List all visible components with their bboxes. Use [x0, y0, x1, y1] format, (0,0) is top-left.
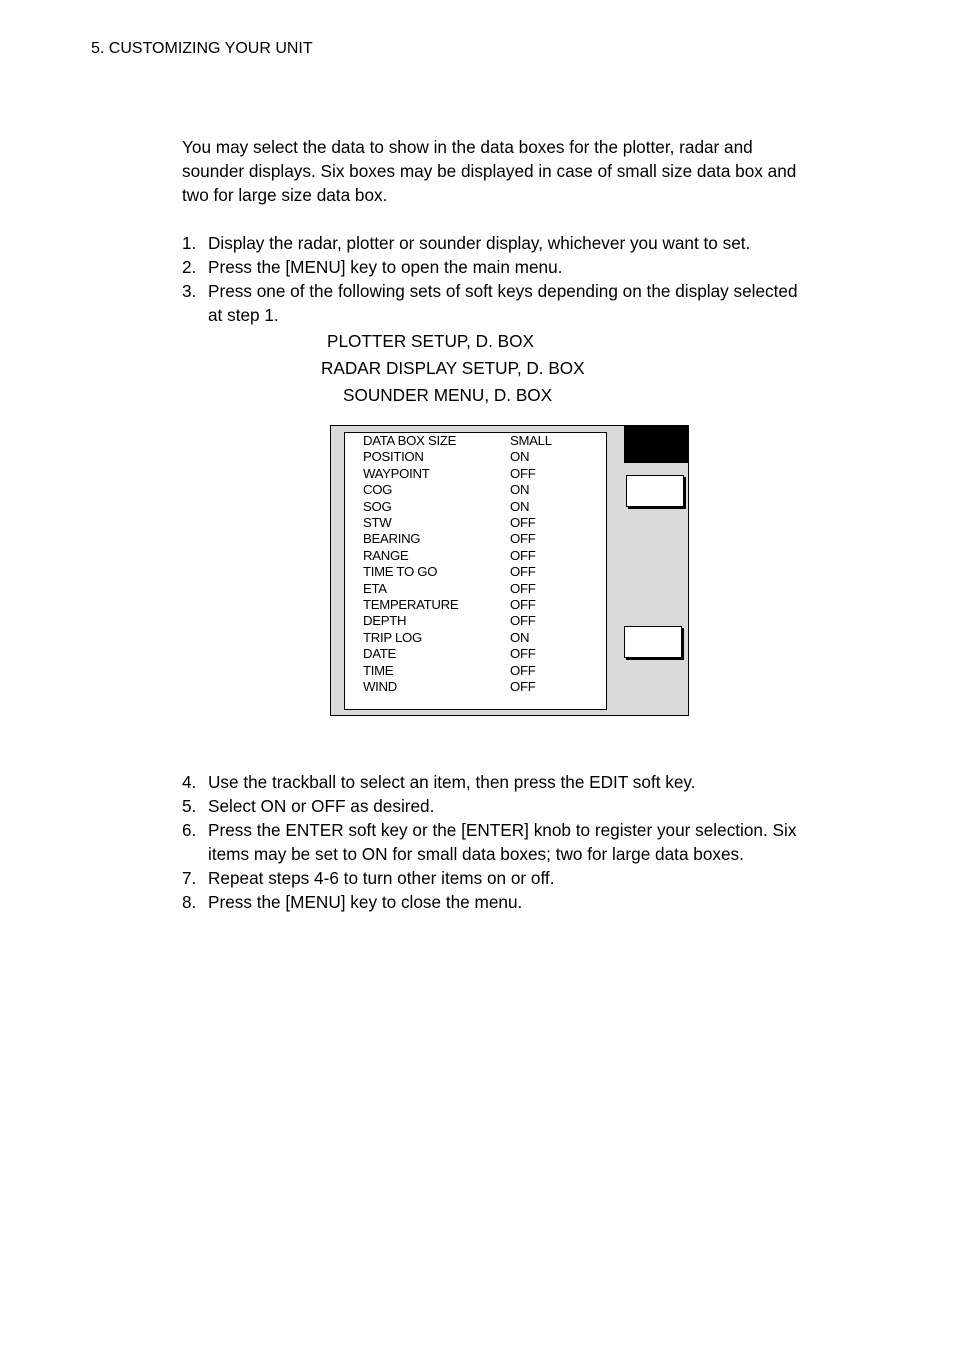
step-text: Press one of the following sets of soft keys depending on the display selected [208, 281, 798, 301]
menu-item-label: WIND [363, 679, 397, 694]
step-text-continued: at step 1. [208, 305, 279, 325]
menu-item-value: OFF [510, 531, 536, 547]
edit-softkey[interactable] [626, 475, 684, 507]
step-text: Select ON or OFF as desired. [208, 796, 435, 816]
enter-softkey[interactable] [624, 626, 682, 658]
softkey-sequence-sounder: SOUNDER MENU, D. BOX [343, 385, 553, 405]
step-2 [182, 255, 852, 279]
menu-item-value: OFF [510, 580, 536, 596]
menu-item-value: OFF [510, 613, 536, 629]
menu-item-label: BEARING [363, 531, 421, 547]
menu-item-value: OFF [510, 662, 536, 678]
step-5 [182, 794, 852, 818]
step-3 [182, 279, 852, 327]
step-text: Press the [MENU] key to close the menu. [208, 892, 523, 912]
intro-line: You may select the data to show in the data boxes for the plotter, radar and [182, 137, 753, 157]
data-box-menu-screen [330, 425, 689, 716]
step-text-continued: items may be set to ON for small data boxes; two for large data boxes. [208, 844, 744, 864]
intro-line: two for large size data box. [182, 185, 388, 205]
step-6 [182, 818, 852, 866]
menu-item-value: ON [510, 498, 530, 514]
steps-list-a [182, 231, 852, 327]
menu-item-value: OFF [510, 679, 536, 694]
menu-item-value: OFF [510, 465, 536, 481]
menu-item-value: OFF [510, 515, 536, 530]
menu-item-label: SOG [363, 498, 392, 514]
softkey-title-area [624, 426, 689, 463]
menu-item-label: DEPTH [363, 613, 407, 629]
step-number: 6. [182, 820, 197, 840]
step-number: 4. [182, 772, 197, 792]
menu-item-label: TEMPERATURE [363, 597, 459, 612]
steps-list-b [182, 770, 852, 914]
step-number: 2. [182, 257, 197, 277]
step-text: Press the [MENU] key to open the main menu. [208, 257, 563, 277]
step-4 [182, 770, 852, 794]
menu-item-value: OFF [510, 597, 536, 612]
menu-item-label: RANGE [363, 547, 409, 563]
menu-item-value: SMALL [510, 433, 552, 448]
softkey-sequence-radar: RADAR DISPLAY SETUP, D. BOX [321, 358, 585, 378]
menu-item-value: OFF [510, 547, 536, 563]
menu-item-label: DATE [363, 646, 396, 662]
step-number: 7. [182, 868, 197, 888]
menu-item-value: ON [510, 482, 530, 498]
intro-paragraph [182, 135, 852, 207]
menu-item-value: OFF [510, 646, 536, 662]
step-1 [182, 231, 852, 255]
softkey-sequence-plotter: PLOTTER SETUP, D. BOX [327, 331, 534, 351]
running-header: 5. CUSTOMIZING YOUR UNIT [91, 40, 313, 57]
menu-item-label: TIME TO GO [363, 564, 438, 580]
step-8 [182, 890, 852, 914]
menu-item-label: DATA BOX SIZE [363, 433, 457, 448]
menu-item-label: WAYPOINT [363, 465, 430, 481]
menu-item-label: STW [363, 515, 392, 530]
step-text: Use the trackball to select an item, then press the EDIT soft key. [208, 772, 696, 792]
menu-item-label: TIME [363, 662, 394, 678]
step-number: 3. [182, 281, 197, 301]
step-7 [182, 866, 852, 890]
menu-item-label: POSITION [363, 449, 424, 465]
step-number: 5. [182, 796, 197, 816]
menu-item-label: ETA [363, 580, 387, 596]
step-number: 1. [182, 233, 197, 253]
step-text: Press the ENTER soft key or the [ENTER] knob to register your selection. Six [208, 820, 797, 840]
step-text: Repeat steps 4-6 to turn other items on or off. [208, 868, 555, 888]
menu-item-value: ON [510, 449, 530, 465]
menu-item-label: COG [363, 482, 393, 498]
menu-item-value: OFF [510, 564, 536, 580]
data-box-menu [344, 432, 607, 710]
menu-item-value: ON [510, 629, 530, 645]
intro-line: sounder displays. Six boxes may be displayed in case of small size data box and [182, 161, 797, 181]
step-number: 8. [182, 892, 197, 912]
menu-item-label: TRIP LOG [363, 629, 422, 645]
step-text: Display the radar, plotter or sounder display, whichever you want to set. [208, 233, 751, 253]
